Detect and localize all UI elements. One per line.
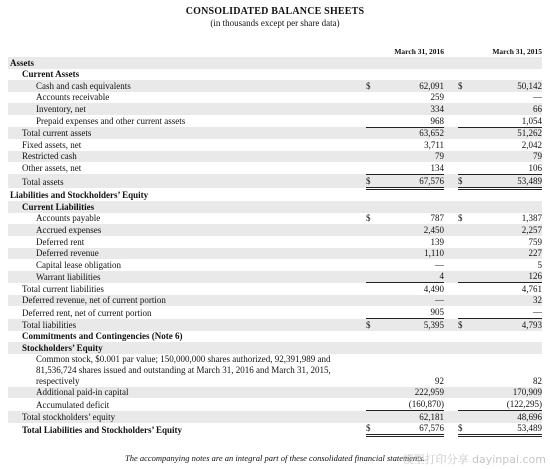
dollar-sign-2015: [458, 354, 474, 387]
value-2015: 1,054: [474, 115, 542, 127]
dollar-sign-2015: $: [458, 213, 463, 224]
value-2016: 62,091: [382, 80, 444, 92]
table-row: [8, 423, 542, 436]
column-header-2015: March 31, 2015: [492, 47, 542, 56]
value-2015: 4,761: [521, 283, 542, 294]
value-2015: 4,793: [474, 319, 542, 331]
row-label: Accrued expenses: [8, 224, 366, 236]
value-2016: 334: [382, 103, 444, 115]
value-2015: 1,387: [521, 213, 542, 224]
value-2015: 48,696: [474, 411, 542, 423]
dollar-sign-2015: [458, 69, 474, 81]
row-label: Restricted cash: [8, 151, 366, 163]
dollar-sign-2016: [366, 224, 382, 236]
row-label: Current Liabilities: [8, 201, 366, 213]
row-label: Prepaid expenses and other current assets: [36, 116, 186, 127]
value-2016: 5,395: [382, 319, 444, 331]
column-gap: [444, 319, 458, 331]
row-label: Deferred revenue: [8, 248, 366, 260]
value-2015: [474, 331, 542, 343]
value-2015: 170,909: [474, 387, 542, 399]
dollar-sign-2016: [366, 398, 382, 410]
value-2016: [382, 342, 444, 354]
table-row: [8, 306, 542, 318]
row-label: Accounts payable: [36, 213, 101, 224]
dollar-sign-2015: [458, 398, 474, 410]
value-2016: 4,490: [423, 283, 444, 294]
table-row: [8, 387, 542, 399]
table-row: [8, 80, 542, 92]
value-2015: 2,042: [521, 139, 542, 150]
dollar-sign-2016: $: [366, 80, 382, 92]
table-row: [8, 236, 542, 248]
dollar-sign-2016: [366, 331, 382, 343]
table-row: [8, 69, 542, 81]
value-2016: 134: [382, 162, 444, 174]
dollar-sign-2015: [458, 115, 474, 127]
column-gap: [444, 69, 458, 81]
column-gap: [444, 423, 458, 436]
value-2016: [382, 69, 444, 81]
table-row: [8, 151, 542, 163]
column-header-2016: March 31, 2016: [394, 47, 444, 56]
column-gap: [444, 342, 458, 354]
column-gap: [444, 331, 458, 343]
value-2015: —: [474, 306, 542, 318]
value-2016: 4: [382, 271, 444, 283]
dollar-sign-2016: [366, 162, 382, 174]
dollar-sign-2015: $: [458, 80, 474, 92]
table-row: [8, 224, 542, 236]
statement-title: CONSOLIDATED BALANCE SHEETS: [185, 6, 365, 17]
value-2015: [474, 69, 542, 81]
dollar-sign-2015: [458, 411, 474, 423]
dollar-sign-2015: [458, 342, 474, 354]
value-2016: 222,959: [382, 387, 444, 399]
column-header-row: [8, 43, 542, 57]
table-row: [8, 201, 542, 213]
dollar-sign-2015: [458, 188, 474, 201]
value-2015: 759: [528, 236, 542, 247]
dollar-sign-2016: [366, 115, 382, 127]
column-gap: [444, 115, 458, 127]
dollar-sign-2016: [366, 92, 382, 104]
dollar-sign-2016: [366, 342, 382, 354]
value-2016: 2,450: [382, 224, 444, 236]
dollar-sign-2015: $: [458, 319, 474, 331]
table-row: [8, 162, 542, 174]
value-2016: 139: [430, 236, 444, 247]
table-row: [8, 295, 542, 307]
dollar-sign-2016: [366, 103, 382, 115]
column-gap: [444, 387, 458, 399]
column-gap: [444, 174, 458, 188]
value-2015: 32: [474, 295, 542, 307]
column-gap: [444, 259, 458, 271]
dollar-sign-2015: [458, 248, 474, 260]
value-2016: —: [382, 295, 444, 307]
dollar-sign-2016: [366, 283, 382, 295]
row-label: Liabilities and Stockholders’ Equity: [10, 190, 149, 201]
value-2015: 2,257: [474, 224, 542, 236]
dollar-sign-2015: [458, 387, 474, 399]
column-gap: [444, 283, 458, 295]
balance-sheet-table: [8, 43, 542, 437]
table-row: [8, 411, 542, 423]
dollar-sign-2016: $: [366, 213, 371, 224]
column-gap: [444, 139, 458, 151]
dollar-sign-2016: [366, 236, 382, 248]
table-row: [8, 259, 542, 271]
table-row: [8, 398, 542, 410]
value-2015: —: [533, 92, 542, 103]
dollar-sign-2015: [458, 92, 474, 104]
dollar-sign-2016: [366, 354, 382, 387]
column-gap: [444, 398, 458, 410]
row-label: Total stockholders’ equity: [8, 411, 366, 423]
value-2015: [474, 188, 542, 201]
column-gap: [444, 151, 458, 163]
value-2015: 53,489: [474, 174, 542, 188]
dollar-sign-2016: [366, 139, 382, 151]
table-row: [8, 127, 542, 139]
row-label: Deferred rent: [36, 236, 85, 247]
table-row: [8, 139, 542, 151]
dollar-sign-2016: [366, 201, 382, 213]
row-label: Total current liabilities: [22, 283, 104, 294]
row-label: Inventory, net: [8, 103, 366, 115]
dollar-sign-2016: [366, 188, 382, 201]
table-row: [8, 283, 542, 295]
row-label: Capital lease obligation: [36, 259, 121, 270]
dollar-sign-2015: [458, 103, 474, 115]
dollar-sign-2015: [458, 306, 474, 318]
statement-subtitle: (in thousands except per share data): [210, 18, 340, 28]
dollar-sign-2016: $: [366, 319, 382, 331]
row-label: Total liabilities: [8, 319, 366, 331]
dollar-sign-2016: [366, 306, 382, 318]
column-gap: [444, 248, 458, 260]
row-label: Stockholders’ Equity: [8, 342, 366, 354]
value-2015: 53,489: [474, 423, 542, 436]
table-row: [8, 248, 542, 260]
table-row: [8, 188, 542, 201]
value-2015: 227: [474, 248, 542, 260]
row-label: Cash and cash equivalents: [8, 80, 366, 92]
table-row: [8, 342, 542, 354]
row-label: Deferred rent, net of current portion: [22, 307, 152, 318]
column-gap: [444, 306, 458, 318]
table-row: [8, 271, 542, 283]
row-label: Total Liabilities and Stockholders’ Equity: [22, 424, 183, 435]
dollar-sign-2016: [366, 271, 382, 283]
value-2016: 787: [430, 213, 444, 224]
dollar-sign-2015: [458, 162, 474, 174]
dollar-sign-2015: $: [458, 174, 474, 188]
dollar-sign-2016: [366, 295, 382, 307]
column-gap: [444, 271, 458, 283]
column-gap: [444, 188, 458, 201]
row-label: Accounts receivable: [36, 92, 110, 103]
value-2015: [474, 57, 542, 69]
column-gap: [444, 201, 458, 213]
row-label: Other assets, net: [22, 163, 82, 174]
value-2016: [382, 331, 444, 343]
dollar-sign-2016: [366, 57, 382, 69]
value-2016: 79: [382, 151, 444, 163]
value-2015: 106: [474, 162, 542, 174]
dollar-sign-2015: [458, 331, 474, 343]
value-2015: 82: [533, 375, 542, 386]
column-gap: [444, 127, 458, 139]
row-label: Common stock, $0.001 par value; 150,000,000 shares authorized, 92,391,989 and 81,536,724 shares issued and outstanding at March 31, 2016 and March 31, 2015, respectively: [36, 353, 331, 386]
dollar-sign-2016: $: [366, 423, 382, 436]
dollar-sign-2016: $: [366, 174, 382, 188]
dollar-sign-2015: $: [458, 423, 474, 436]
column-gap: [444, 162, 458, 174]
column-gap: [444, 295, 458, 307]
row-label: Total assets: [8, 174, 366, 188]
row-label: Accumulated deficit: [36, 399, 110, 410]
dollar-sign-2016: [366, 387, 382, 399]
column-gap: [444, 57, 458, 69]
value-2015: (122,295): [474, 398, 542, 410]
value-2015: 66: [474, 103, 542, 115]
dollar-sign-2016: [366, 69, 382, 81]
table-row: [8, 103, 542, 115]
table-row: [8, 319, 542, 331]
value-2016: 62,181: [382, 411, 444, 423]
row-label: Assets: [8, 57, 366, 69]
dollar-sign-2016: [366, 411, 382, 423]
dollar-sign-2016: [366, 248, 382, 260]
footnote: The accompanying notes are an integral part of these consolidated financial statements.: [125, 453, 425, 463]
dollar-sign-2015: [458, 57, 474, 69]
value-2015: [474, 342, 542, 354]
value-2016: 67,576: [382, 174, 444, 188]
column-gap: [444, 236, 458, 248]
dollar-sign-2015: [458, 139, 474, 151]
table-row: [8, 174, 542, 188]
value-2015: 79: [474, 151, 542, 163]
dollar-sign-2015: [458, 224, 474, 236]
value-2016: [382, 201, 444, 213]
column-gap: [444, 92, 458, 104]
watermark: 模型打印分享 dayinpai.com: [402, 453, 546, 466]
value-2015: 5: [537, 259, 542, 270]
column-gap: [444, 411, 458, 423]
dollar-sign-2015: [458, 295, 474, 307]
table-row: [8, 57, 542, 69]
value-2016: [382, 188, 444, 201]
value-2016: (160,870): [382, 398, 444, 410]
dollar-sign-2016: [366, 259, 382, 271]
dollar-sign-2015: [458, 127, 474, 139]
table-row: [8, 213, 542, 225]
value-2016: [382, 57, 444, 69]
value-2016: 67,576: [382, 423, 444, 436]
column-gap: [444, 103, 458, 115]
dollar-sign-2015: [458, 236, 474, 248]
row-label: Warrant liabilities: [8, 271, 366, 283]
dollar-sign-2015: [458, 271, 474, 283]
dollar-sign-2015: [458, 259, 474, 271]
table-row: [8, 331, 542, 343]
column-gap: [444, 354, 458, 387]
row-label: Fixed assets, net: [22, 139, 82, 150]
value-2016: 1,110: [382, 248, 444, 260]
value-2015: [474, 201, 542, 213]
value-2016: —: [435, 259, 444, 270]
column-gap: [444, 224, 458, 236]
row-label: Deferred revenue, net of current portion: [8, 295, 366, 307]
table-row: [8, 115, 542, 127]
value-2015: 51,262: [474, 127, 542, 139]
dollar-sign-2016: [366, 127, 382, 139]
column-gap: [444, 213, 458, 225]
row-label: Total current assets: [8, 127, 366, 139]
dollar-sign-2015: [458, 151, 474, 163]
value-2016: 3,711: [424, 139, 444, 150]
value-2016: 968: [382, 115, 444, 127]
value-2015: 50,142: [474, 80, 542, 92]
value-2016: 905: [382, 306, 444, 318]
value-2016: 92: [435, 375, 444, 386]
column-gap: [444, 80, 458, 92]
row-label: Commitments and Contingencies (Note 6): [22, 331, 183, 342]
table-row: [8, 354, 542, 387]
value-2015: 126: [474, 271, 542, 283]
dollar-sign-2015: [458, 201, 474, 213]
value-2016: 63,652: [382, 127, 444, 139]
value-2016: 259: [430, 92, 444, 103]
table-row: [8, 92, 542, 104]
dollar-sign-2016: [366, 151, 382, 163]
dollar-sign-2015: [458, 283, 474, 295]
row-label: Current Assets: [22, 69, 80, 80]
row-label: Additional paid-in capital: [8, 387, 366, 399]
